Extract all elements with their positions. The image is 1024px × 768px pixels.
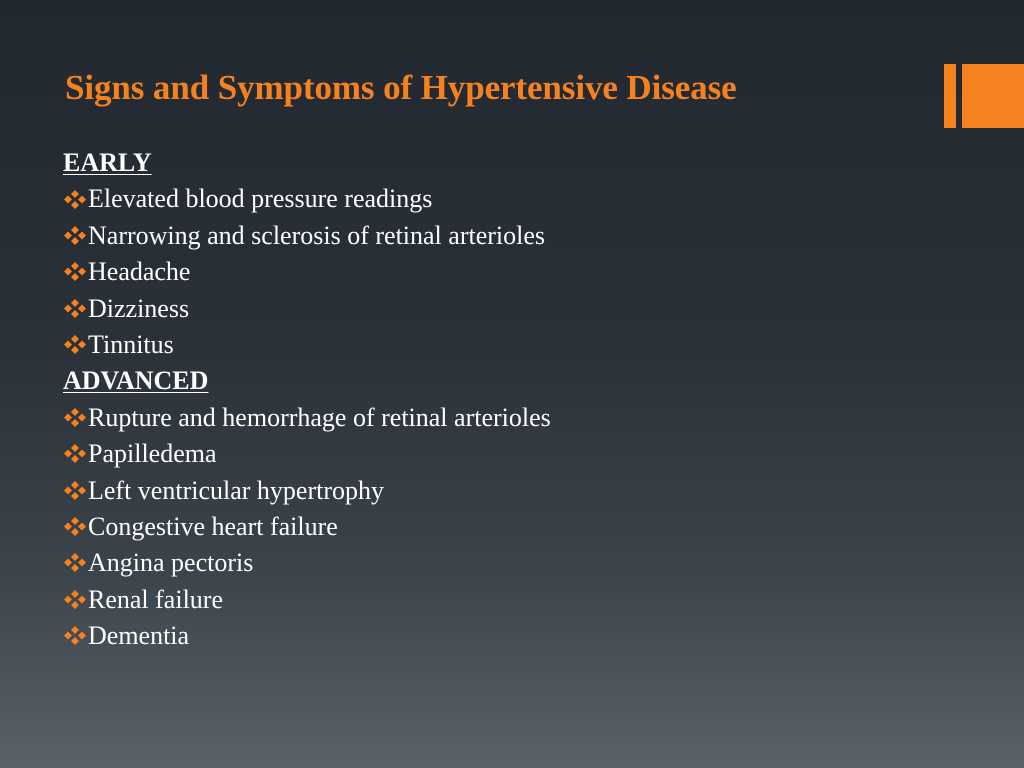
four-diamond-bullet-icon [63, 226, 88, 246]
section-early [63, 145, 963, 363]
list-item-label: Dementia [88, 621, 190, 651]
accent-bar-thin [944, 64, 956, 128]
four-diamond-bullet-icon [63, 335, 88, 355]
four-diamond-bullet-icon [63, 481, 88, 501]
list-item-label: Tinnitus [88, 329, 174, 359]
list-item [63, 291, 963, 327]
list-item-label: Elevated blood pressure readings [88, 184, 433, 214]
advanced-symptom-list [63, 400, 963, 655]
slide-content [63, 145, 963, 654]
list-item-label: Narrowing and sclerosis of retinal arterioles [88, 220, 546, 250]
four-diamond-bullet-icon [63, 190, 88, 210]
four-diamond-bullet-icon [63, 299, 88, 319]
list-item-label: Rupture and hemorrhage of retinal arterioles [88, 402, 551, 432]
four-diamond-bullet-icon [63, 262, 88, 282]
list-item-label: Congestive heart failure [88, 511, 338, 541]
list-item [63, 254, 963, 290]
list-item-label: Papilledema [88, 439, 217, 469]
list-item [63, 618, 963, 654]
four-diamond-bullet-icon [63, 553, 88, 573]
list-item [63, 545, 963, 581]
list-item [63, 181, 963, 217]
section-heading-early: EARLY [63, 148, 152, 177]
list-item-label: Dizziness [88, 293, 190, 323]
list-item-label: Left ventricular hypertrophy [88, 475, 384, 505]
list-item [63, 218, 963, 254]
four-diamond-bullet-icon [63, 626, 88, 646]
slide-title: Signs and Symptoms of Hypertensive Disease [65, 68, 737, 107]
four-diamond-bullet-icon [63, 517, 88, 537]
four-diamond-bullet-icon [63, 408, 88, 428]
accent-bar-wide [962, 64, 1024, 128]
list-item [63, 400, 963, 436]
list-item [63, 327, 963, 363]
list-item-label: Renal failure [88, 584, 223, 614]
section-heading-advanced: ADVANCED [63, 366, 209, 396]
list-item [63, 473, 963, 509]
early-symptom-list [63, 181, 963, 363]
list-item [63, 582, 963, 618]
list-item [63, 509, 963, 545]
list-item [63, 436, 963, 472]
four-diamond-bullet-icon [63, 590, 88, 610]
list-item-label: Angina pectoris [88, 548, 254, 578]
list-item-label: Headache [88, 257, 191, 287]
four-diamond-bullet-icon [63, 444, 88, 464]
section-advanced [63, 363, 963, 654]
